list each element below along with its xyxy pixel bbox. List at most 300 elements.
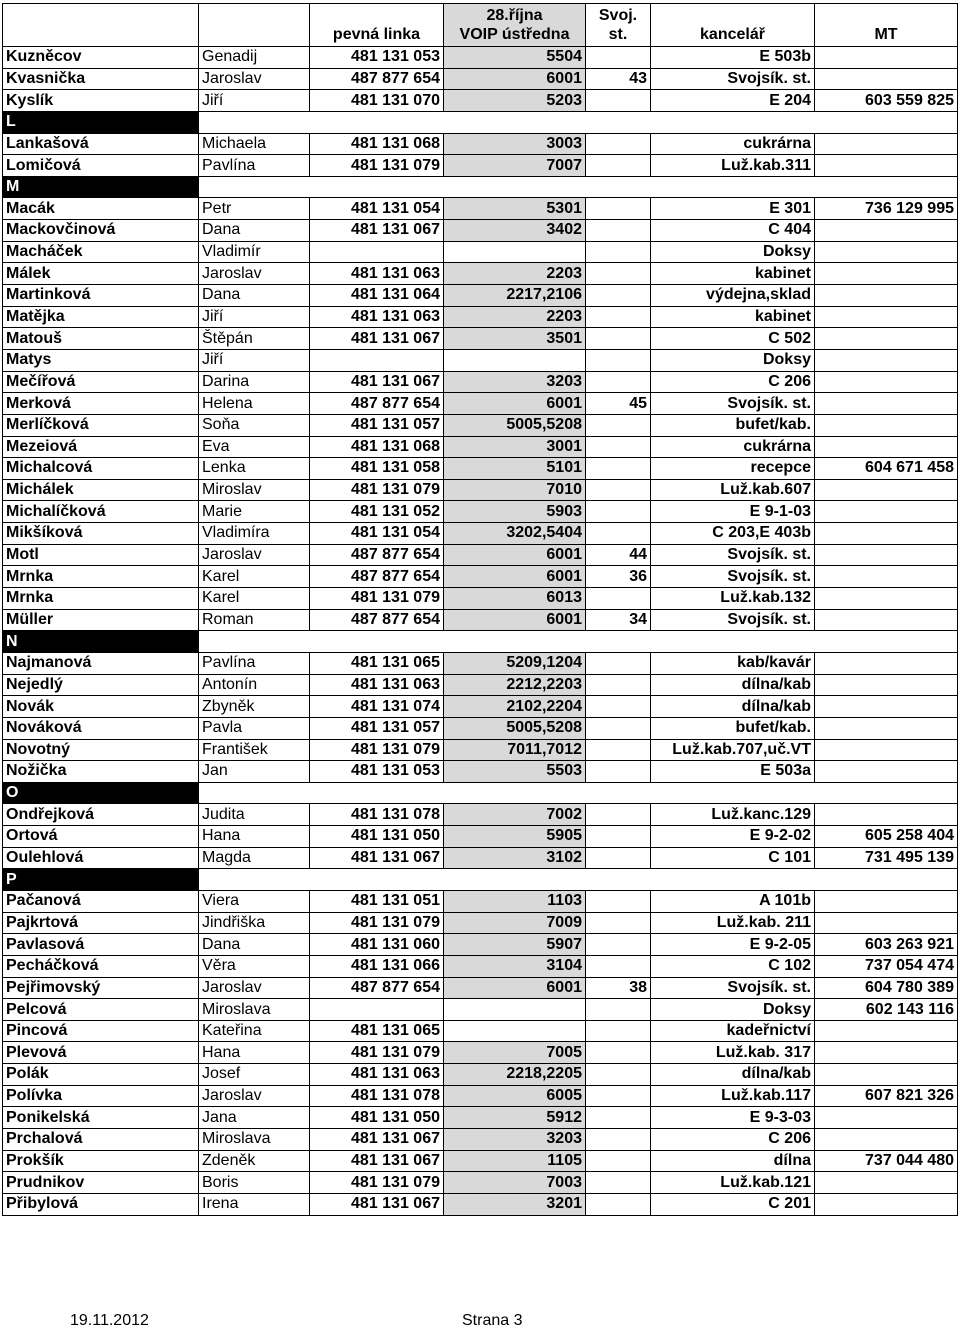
landline-cell: 481 131 053 — [310, 761, 444, 783]
voip-cell: 5504 — [444, 47, 586, 69]
landline-cell: 481 131 067 — [310, 1193, 444, 1215]
office-cell: E 9-1-03 — [651, 501, 815, 523]
table-row — [3, 912, 958, 934]
surname-cell: Ponikelská — [3, 1107, 199, 1129]
office-cell: cukrárna — [651, 133, 815, 155]
landline-cell: 487 877 654 — [310, 544, 444, 566]
table-row — [3, 371, 958, 393]
svoj-cell — [586, 285, 651, 307]
office-cell: Doksy — [651, 999, 815, 1021]
svoj-cell — [586, 912, 651, 934]
office-cell: E 9-3-03 — [651, 1107, 815, 1129]
voip-cell: 2203 — [444, 306, 586, 328]
first-name-cell: Jaroslav — [199, 1085, 310, 1107]
mobile-cell — [815, 566, 958, 588]
first-name-cell: Boris — [199, 1172, 310, 1194]
voip-cell: 3203 — [444, 1129, 586, 1151]
table-row — [3, 328, 958, 350]
office-cell: Luž.kab.607 — [651, 479, 815, 501]
first-name-cell: Miroslava — [199, 999, 310, 1021]
landline-cell: 481 131 079 — [310, 739, 444, 761]
office-cell: Doksy — [651, 241, 815, 263]
voip-cell: 6005 — [444, 1085, 586, 1107]
voip-cell: 3202,5404 — [444, 523, 586, 545]
table-row — [3, 241, 958, 263]
first-name-cell: Viera — [199, 890, 310, 912]
table-row — [3, 1107, 958, 1129]
office-cell: bufet/kab. — [651, 717, 815, 739]
first-name-cell: Jan — [199, 761, 310, 783]
svoj-cell — [586, 479, 651, 501]
surname-cell: Matějka — [3, 306, 199, 328]
voip-cell: 3104 — [444, 955, 586, 977]
office-cell: C 206 — [651, 371, 815, 393]
landline-cell: 481 131 067 — [310, 220, 444, 242]
surname-cell: Nejedlý — [3, 674, 199, 696]
table-row — [3, 761, 958, 783]
footer-date: 19.11.2012 — [70, 1312, 149, 1329]
office-cell: výdejna,sklad — [651, 285, 815, 307]
voip-cell: 5301 — [444, 198, 586, 220]
landline-cell: 481 131 068 — [310, 436, 444, 458]
voip-cell: 5907 — [444, 934, 586, 956]
table-header — [3, 4, 958, 47]
surname-cell: Prudnikov — [3, 1172, 199, 1194]
mobile-cell — [815, 371, 958, 393]
section-letter-spacer — [199, 631, 958, 653]
section-letter: L — [3, 111, 199, 133]
first-name-cell: Miroslav — [199, 479, 310, 501]
mobile-cell — [815, 479, 958, 501]
first-name-cell: Jana — [199, 1107, 310, 1129]
surname-cell: Michalíčková — [3, 501, 199, 523]
first-name-cell: Jiří — [199, 306, 310, 328]
svoj-cell — [586, 198, 651, 220]
landline-cell: 481 131 066 — [310, 955, 444, 977]
voip-cell: 6013 — [444, 588, 586, 610]
surname-cell: Michálek — [3, 479, 199, 501]
section-letter-row — [3, 631, 958, 653]
svoj-cell — [586, 328, 651, 350]
landline-cell: 481 131 063 — [310, 306, 444, 328]
mobile-cell — [815, 436, 958, 458]
landline-cell: 481 131 065 — [310, 652, 444, 674]
first-name-cell: Soňa — [199, 414, 310, 436]
voip-cell: 7003 — [444, 1172, 586, 1194]
surname-cell: Ondřejková — [3, 804, 199, 826]
surname-cell: Mezeiová — [3, 436, 199, 458]
office-cell: C 203,E 403b — [651, 523, 815, 545]
landline-cell: 487 877 654 — [310, 977, 444, 999]
svoj-cell — [586, 523, 651, 545]
svoj-cell — [586, 220, 651, 242]
surname-cell: Motl — [3, 544, 199, 566]
table-row — [3, 696, 958, 718]
mobile-cell — [815, 523, 958, 545]
voip-cell — [444, 241, 586, 263]
mobile-cell: 602 143 116 — [815, 999, 958, 1021]
header-voip — [444, 4, 586, 47]
header-landline: pevná linka — [310, 4, 444, 47]
svoj-cell: 38 — [586, 977, 651, 999]
svoj-cell — [586, 588, 651, 610]
landline-cell: 481 131 063 — [310, 1064, 444, 1086]
first-name-cell: Pavlína — [199, 652, 310, 674]
landline-cell — [310, 349, 444, 371]
first-name-cell: Irena — [199, 1193, 310, 1215]
table-row — [3, 847, 958, 869]
office-cell: dílna/kab — [651, 696, 815, 718]
header-office: kancelář — [651, 4, 815, 47]
first-name-cell: Genadij — [199, 47, 310, 69]
office-cell: Luž.kab. 317 — [651, 1042, 815, 1064]
voip-cell: 5903 — [444, 501, 586, 523]
office-cell: Luž.kab.132 — [651, 588, 815, 610]
svoj-cell — [586, 739, 651, 761]
landline-cell: 487 877 654 — [310, 609, 444, 631]
svoj-cell — [586, 47, 651, 69]
landline-cell: 481 131 058 — [310, 458, 444, 480]
office-cell: Luž.kab.117 — [651, 1085, 815, 1107]
surname-cell: Nováková — [3, 717, 199, 739]
table-row — [3, 609, 958, 631]
svoj-cell — [586, 934, 651, 956]
mobile-cell — [815, 220, 958, 242]
landline-cell: 481 131 079 — [310, 588, 444, 610]
mobile-cell — [815, 674, 958, 696]
surname-cell: Pecháčková — [3, 955, 199, 977]
landline-cell: 481 131 079 — [310, 1042, 444, 1064]
first-name-cell: Jaroslav — [199, 263, 310, 285]
table-row — [3, 1193, 958, 1215]
section-letter: O — [3, 782, 199, 804]
svoj-cell — [586, 717, 651, 739]
mobile-cell: 603 559 825 — [815, 90, 958, 112]
surname-cell: Pajkrtová — [3, 912, 199, 934]
landline-cell: 481 131 064 — [310, 285, 444, 307]
voip-cell: 5005,5208 — [444, 717, 586, 739]
mobile-cell: 736 129 995 — [815, 198, 958, 220]
surname-cell: Macháček — [3, 241, 199, 263]
section-letter-row — [3, 869, 958, 891]
header-svoj-label: Svoj. — [598, 7, 638, 24]
svoj-cell — [586, 371, 651, 393]
office-cell: C 201 — [651, 1193, 815, 1215]
mobile-cell — [815, 1064, 958, 1086]
mobile-cell — [815, 804, 958, 826]
first-name-cell: Eva — [199, 436, 310, 458]
mobile-cell — [815, 761, 958, 783]
voip-cell: 2203 — [444, 263, 586, 285]
header-mobile: MT — [815, 4, 958, 47]
svoj-cell — [586, 804, 651, 826]
office-cell: C 102 — [651, 955, 815, 977]
office-cell: kabinet — [651, 306, 815, 328]
landline-cell — [310, 241, 444, 263]
table-row — [3, 306, 958, 328]
surname-cell: Ortová — [3, 826, 199, 848]
phone-directory-sheet — [2, 3, 958, 1216]
table-row — [3, 804, 958, 826]
first-name-cell: Karel — [199, 566, 310, 588]
surname-cell: Mrnka — [3, 588, 199, 610]
mobile-cell — [815, 1129, 958, 1151]
table-row — [3, 717, 958, 739]
first-name-cell: Magda — [199, 847, 310, 869]
surname-cell: Nožička — [3, 761, 199, 783]
first-name-cell: František — [199, 739, 310, 761]
table-row — [3, 198, 958, 220]
svoj-cell — [586, 306, 651, 328]
voip-cell: 3203 — [444, 371, 586, 393]
voip-cell: 7010 — [444, 479, 586, 501]
table-row — [3, 220, 958, 242]
header-date: 28.října — [486, 7, 543, 24]
svoj-cell — [586, 349, 651, 371]
voip-cell: 6001 — [444, 68, 586, 90]
svoj-cell — [586, 263, 651, 285]
first-name-cell: Michaela — [199, 133, 310, 155]
voip-cell: 5101 — [444, 458, 586, 480]
first-name-cell: Roman — [199, 609, 310, 631]
table-row — [3, 1020, 958, 1042]
office-cell: C 502 — [651, 328, 815, 350]
first-name-cell: Antonín — [199, 674, 310, 696]
mobile-cell — [815, 890, 958, 912]
voip-cell: 7007 — [444, 155, 586, 177]
first-name-cell: Hana — [199, 826, 310, 848]
office-cell: Luž.kab.311 — [651, 155, 815, 177]
landline-cell: 481 131 078 — [310, 1085, 444, 1107]
mobile-cell — [815, 47, 958, 69]
landline-cell: 481 131 063 — [310, 674, 444, 696]
surname-cell: Novotný — [3, 739, 199, 761]
office-cell: E 503a — [651, 761, 815, 783]
section-letter-spacer — [199, 176, 958, 198]
table-row — [3, 1042, 958, 1064]
landline-cell: 481 131 051 — [310, 890, 444, 912]
office-cell: Luž.kab. 211 — [651, 912, 815, 934]
svoj-cell — [586, 458, 651, 480]
header-voip-label: VOIP ústředna — [459, 26, 570, 43]
voip-cell: 5005,5208 — [444, 414, 586, 436]
table-row — [3, 479, 958, 501]
surname-cell: Michalcová — [3, 458, 199, 480]
voip-cell: 7009 — [444, 912, 586, 934]
surname-cell: Mečířová — [3, 371, 199, 393]
surname-cell: Pavlasová — [3, 934, 199, 956]
landline-cell: 481 131 054 — [310, 198, 444, 220]
voip-cell: 5905 — [444, 826, 586, 848]
surname-cell: Najmanová — [3, 652, 199, 674]
voip-cell: 5503 — [444, 761, 586, 783]
first-name-cell: Marie — [199, 501, 310, 523]
table-row — [3, 133, 958, 155]
landline-cell: 481 131 078 — [310, 804, 444, 826]
office-cell: E 301 — [651, 198, 815, 220]
svoj-cell — [586, 501, 651, 523]
surname-cell: Pelcová — [3, 999, 199, 1021]
surname-cell: Mikšíková — [3, 523, 199, 545]
mobile-cell: 603 263 921 — [815, 934, 958, 956]
surname-cell: Mackovčinová — [3, 220, 199, 242]
svoj-cell: 45 — [586, 393, 651, 415]
svoj-cell — [586, 1107, 651, 1129]
svoj-cell — [586, 155, 651, 177]
table-row — [3, 674, 958, 696]
surname-cell: Lomičová — [3, 155, 199, 177]
surname-cell: Pejřimovský — [3, 977, 199, 999]
header-st-label: st. — [608, 26, 628, 43]
svoj-cell — [586, 1042, 651, 1064]
mobile-cell — [815, 328, 958, 350]
page-footer — [0, 1312, 960, 1332]
table-row — [3, 501, 958, 523]
first-name-cell: Jiří — [199, 349, 310, 371]
surname-cell: Prokšík — [3, 1150, 199, 1172]
table-row — [3, 977, 958, 999]
surname-cell: Kyslík — [3, 90, 199, 112]
table-row — [3, 1064, 958, 1086]
office-cell: Svojsík. st. — [651, 566, 815, 588]
surname-cell: Plevová — [3, 1042, 199, 1064]
office-cell: kabinet — [651, 263, 815, 285]
landline-cell: 481 131 067 — [310, 1129, 444, 1151]
first-name-cell: Dana — [199, 934, 310, 956]
office-cell: dílna/kab — [651, 1064, 815, 1086]
table-row — [3, 263, 958, 285]
table-row — [3, 955, 958, 977]
landline-cell: 481 131 067 — [310, 371, 444, 393]
svoj-cell: 44 — [586, 544, 651, 566]
first-name-cell: Jaroslav — [199, 544, 310, 566]
svoj-cell — [586, 1064, 651, 1086]
svoj-cell — [586, 826, 651, 848]
table-row — [3, 1150, 958, 1172]
office-cell: Luž.kab.121 — [651, 1172, 815, 1194]
table-row — [3, 458, 958, 480]
voip-cell: 6001 — [444, 609, 586, 631]
table-row — [3, 999, 958, 1021]
surname-cell: Prchalová — [3, 1129, 199, 1151]
landline-cell: 481 131 070 — [310, 90, 444, 112]
table-row — [3, 1085, 958, 1107]
voip-cell: 5203 — [444, 90, 586, 112]
office-cell: E 9-2-05 — [651, 934, 815, 956]
landline-cell: 481 131 057 — [310, 717, 444, 739]
voip-cell: 1105 — [444, 1150, 586, 1172]
svoj-cell — [586, 241, 651, 263]
office-cell: Luž.kanc.129 — [651, 804, 815, 826]
voip-cell: 6001 — [444, 977, 586, 999]
table-row — [3, 544, 958, 566]
landline-cell: 481 131 060 — [310, 934, 444, 956]
mobile-cell — [815, 414, 958, 436]
surname-cell: Merková — [3, 393, 199, 415]
table-row — [3, 393, 958, 415]
table-row — [3, 652, 958, 674]
office-cell: recepce — [651, 458, 815, 480]
landline-cell: 481 131 079 — [310, 1172, 444, 1194]
voip-cell: 2212,2203 — [444, 674, 586, 696]
landline-cell: 481 131 079 — [310, 479, 444, 501]
mobile-cell: 604 671 458 — [815, 458, 958, 480]
office-cell: E 9-2-02 — [651, 826, 815, 848]
surname-cell: Martinková — [3, 285, 199, 307]
table-row — [3, 739, 958, 761]
table-row — [3, 890, 958, 912]
first-name-cell: Vladimír — [199, 241, 310, 263]
landline-cell: 481 131 067 — [310, 328, 444, 350]
voip-cell: 6001 — [444, 544, 586, 566]
landline-cell: 481 131 067 — [310, 847, 444, 869]
landline-cell: 481 131 079 — [310, 155, 444, 177]
office-cell: Svojsík. st. — [651, 393, 815, 415]
header-surname — [3, 4, 199, 47]
landline-cell — [310, 999, 444, 1021]
section-letter: N — [3, 631, 199, 653]
svoj-cell — [586, 1020, 651, 1042]
svoj-cell — [586, 955, 651, 977]
landline-cell: 481 131 053 — [310, 47, 444, 69]
mobile-cell — [815, 393, 958, 415]
first-name-cell: Věra — [199, 955, 310, 977]
first-name-cell: Dana — [199, 220, 310, 242]
mobile-cell — [815, 155, 958, 177]
table-row — [3, 349, 958, 371]
mobile-cell: 604 780 389 — [815, 977, 958, 999]
landline-cell: 481 131 074 — [310, 696, 444, 718]
mobile-cell: 607 821 326 — [815, 1085, 958, 1107]
voip-cell: 6001 — [444, 393, 586, 415]
svoj-cell — [586, 90, 651, 112]
voip-cell: 2218,2205 — [444, 1064, 586, 1086]
mobile-cell — [815, 285, 958, 307]
landline-cell: 481 131 065 — [310, 1020, 444, 1042]
mobile-cell — [815, 1042, 958, 1064]
table-row — [3, 588, 958, 610]
office-cell: Luž.kab.707,uč.VT — [651, 739, 815, 761]
surname-cell: Polák — [3, 1064, 199, 1086]
office-cell: cukrárna — [651, 436, 815, 458]
mobile-cell — [815, 241, 958, 263]
table-row — [3, 68, 958, 90]
svoj-cell — [586, 696, 651, 718]
table-row — [3, 566, 958, 588]
mobile-cell: 605 258 404 — [815, 826, 958, 848]
landline-cell: 481 131 068 — [310, 133, 444, 155]
office-cell: kadeřnictví — [651, 1020, 815, 1042]
office-cell: C 101 — [651, 847, 815, 869]
first-name-cell: Zbyněk — [199, 696, 310, 718]
svoj-cell — [586, 652, 651, 674]
mobile-cell — [815, 501, 958, 523]
first-name-cell: Helena — [199, 393, 310, 415]
voip-cell: 6001 — [444, 566, 586, 588]
svoj-cell: 34 — [586, 609, 651, 631]
mobile-cell — [815, 1172, 958, 1194]
office-cell: Svojsík. st. — [651, 609, 815, 631]
first-name-cell: Karel — [199, 588, 310, 610]
landline-cell: 487 877 654 — [310, 68, 444, 90]
mobile-cell — [815, 544, 958, 566]
svoj-cell: 43 — [586, 68, 651, 90]
svoj-cell — [586, 999, 651, 1021]
voip-cell: 7002 — [444, 804, 586, 826]
office-cell: A 101b — [651, 890, 815, 912]
surname-cell: Matouš — [3, 328, 199, 350]
first-name-cell: Dana — [199, 285, 310, 307]
